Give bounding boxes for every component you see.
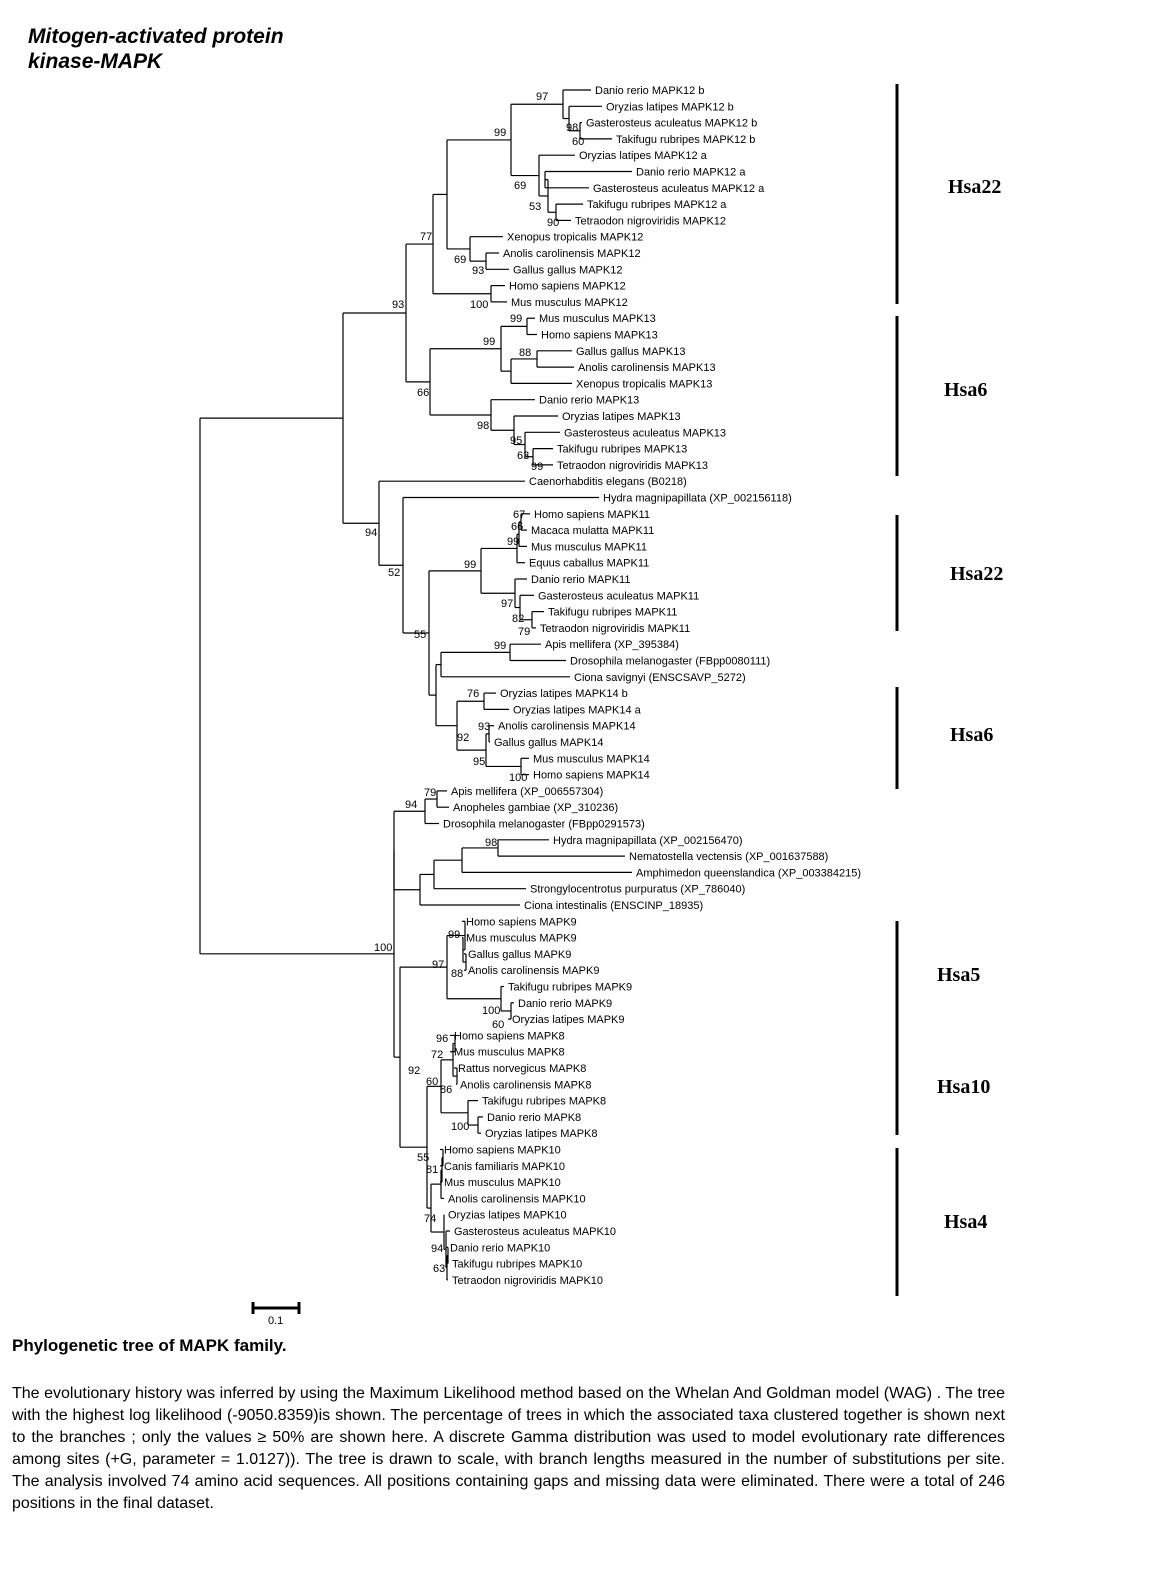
bootstrap-value: 63 (517, 450, 530, 462)
leaf-label: Gasterosteus aculeatus MAPK12 a (593, 182, 765, 195)
scale-bar (253, 1302, 299, 1327)
bootstrap-value: 66 (511, 521, 524, 533)
leaf-label: Gasterosteus aculeatus MAPK10 (454, 1226, 617, 1238)
bootstrap-value: 88 (519, 347, 532, 359)
bootstrap-value: 96 (436, 1033, 449, 1045)
leaf-label: Equus caballus MAPK11 (529, 557, 650, 570)
leaf-label: Danio rerio MAPK8 (487, 1111, 582, 1124)
leaf-label: Anolis carolinensis MAPK12 (503, 248, 641, 260)
bootstrap-value: 100 (482, 1005, 501, 1017)
bootstrap-value: 98 (477, 420, 490, 432)
leaf-label: Danio rerio MAPK9 (518, 997, 613, 1010)
leaf-label: Anolis carolinensis MAPK8 (460, 1079, 592, 1092)
leaf-label: Apis mellifera (XP_006557304) (451, 785, 604, 798)
bootstrap-value: 66 (417, 387, 430, 399)
leaf-label: Apis mellifera (XP_395384) (545, 639, 679, 652)
leaf-label: Oryzias latipes MAPK12 b (606, 101, 734, 114)
bootstrap-value: 97 (432, 959, 445, 971)
leaf-label: Homo sapiens MAPK13 (541, 329, 658, 342)
bootstrap-value: 79 (424, 787, 437, 799)
group-label: Hsa5 (937, 964, 981, 986)
scale-bar-label: 0.1 (268, 1315, 284, 1327)
bootstrap-value: 69 (514, 180, 527, 192)
bootstrap-value: 60 (572, 136, 585, 148)
leaf-label: Anopheles gambiae (XP_310236) (453, 802, 619, 815)
leaf-label: Homo sapiens MAPK14 (533, 769, 650, 782)
bootstrap-value: 100 (451, 1121, 470, 1133)
bootstrap-value: 72 (431, 1049, 444, 1061)
leaf-label: Tetraodon nigroviridis MAPK13 (557, 459, 709, 472)
group-label: Hsa22 (948, 176, 1002, 198)
leaf-label: Mus musculus MAPK12 (511, 296, 628, 309)
leaf-label: Mus musculus MAPK8 (454, 1046, 565, 1059)
leaf-label: Homo sapiens MAPK8 (454, 1030, 565, 1043)
leaf-label: Takifugu rubripes MAPK8 (482, 1095, 607, 1108)
bootstrap-value: 79 (518, 626, 531, 638)
bootstrap-value: 93 (478, 721, 491, 733)
leaf-label: Anolis carolinensis MAPK14 (498, 720, 636, 733)
bootstrap-value: 69 (454, 254, 467, 266)
bootstrap-value: 81 (426, 1164, 439, 1176)
leaf-label: Oryzias latipes MAPK14 a (513, 704, 641, 717)
leaf-label: Gasterosteus aculeatus MAPK11 (538, 590, 700, 603)
leaf-label: Strongylocentrotus purpuratus (XP_786040) (530, 883, 746, 896)
leaf-label: Mus musculus MAPK14 (533, 753, 650, 766)
leaf-label: Xenopus tropicalis MAPK13 (576, 378, 713, 391)
leaf-label: Takifugu rubripes MAPK9 (508, 981, 633, 994)
leaf-label: Gallus gallus MAPK12 (513, 264, 623, 277)
bootstrap-value: 94 (365, 527, 378, 539)
bootstrap-value: 82 (512, 613, 525, 625)
figure-title-line1: Mitogen-activated protein (28, 25, 284, 48)
bootstrap-value: 55 (414, 629, 427, 641)
leaf-label: Oryzias latipes MAPK10 (448, 1209, 567, 1222)
bootstrap-value: 92 (408, 1065, 421, 1077)
leaf-label: Oryzias latipes MAPK13 (562, 411, 681, 423)
leaf-label: Danio rerio MAPK10 (450, 1242, 551, 1255)
bootstrap-value: 99 (464, 559, 477, 571)
leaf-label: Homo sapiens MAPK9 (466, 916, 577, 929)
group-label: Hsa22 (950, 563, 1004, 585)
bootstrap-value: 98 (485, 837, 498, 849)
leaf-label: Homo sapiens MAPK11 (534, 508, 650, 521)
bootstrap-value: 55 (417, 1152, 430, 1164)
leaf-label: Macaca mulatta MAPK11 (531, 525, 655, 538)
leaf-label: Canis familiaris MAPK10 (444, 1160, 566, 1173)
bootstrap-value: 99 (507, 536, 520, 548)
group-label: Hsa6 (944, 379, 988, 401)
bootstrap-value: 95 (510, 435, 523, 447)
leaf-label: Hydra magnipapillata (XP_002156118) (603, 492, 792, 505)
leaf-label: Oryzias latipes MAPK14 b (500, 688, 628, 701)
leaf-label: Takifugu rubripes MAPK11 (548, 606, 678, 619)
leaf-label: Anolis carolinensis MAPK9 (468, 965, 600, 978)
group-label: Hsa4 (944, 1211, 988, 1233)
bootstrap-value: 100 (509, 772, 528, 784)
leaf-label: Takifugu rubripes MAPK13 (557, 443, 688, 456)
bootstrap-value: 77 (420, 231, 433, 243)
bootstrap-value: 53 (529, 201, 542, 213)
leaf-label: Xenopus tropicalis MAPK12 (507, 231, 644, 244)
bootstrap-value: 99 (494, 127, 507, 139)
leaf-label: Rattus norvegicus MAPK8 (458, 1063, 587, 1075)
leaf-label: Hydra magnipapillata (XP_002156470) (553, 834, 743, 847)
bootstrap-value: 93 (392, 299, 405, 311)
leaf-label: Takifugu rubripes MAPK12 b (616, 133, 756, 146)
bootstrap-value: 60 (426, 1076, 439, 1088)
leaf-label: Danio rerio MAPK13 (539, 394, 640, 407)
leaf-label: Danio rerio MAPK11 (531, 574, 631, 586)
bootstrap-value: 52 (388, 567, 401, 579)
leaf-label: Homo sapiens MAPK12 (509, 280, 626, 293)
leaf-label: Caenorhabditis elegans (B0218) (529, 476, 687, 489)
leaf-label: Takifugu rubripes MAPK10 (452, 1258, 583, 1271)
leaf-label: Gallus gallus MAPK13 (576, 345, 686, 358)
leaf-label: Mus musculus MAPK9 (466, 932, 577, 945)
leaf-label: Oryzias latipes MAPK9 (512, 1014, 625, 1027)
bootstrap-value: 99 (448, 929, 461, 941)
bootstrap-value: 74 (424, 1213, 437, 1225)
leaf-label: Oryzias latipes MAPK12 a (579, 150, 707, 163)
leaf-label: Gasterosteus aculeatus MAPK12 b (586, 117, 758, 130)
leaf-label: Anolis carolinensis MAPK10 (448, 1193, 586, 1206)
bootstrap-value: 99 (483, 336, 496, 348)
chromosome-group-bars (897, 84, 1003, 1296)
leaf-label: Gallus gallus MAPK9 (468, 948, 572, 961)
bootstrap-value: 90 (547, 217, 560, 229)
bootstrap-value: 99 (494, 640, 507, 652)
leaf-label: Drosophila melanogaster (FBpp0080111) (570, 655, 771, 668)
bootstrap-value: 100 (470, 299, 489, 311)
leaf-label: Drosophila melanogaster (FBpp0291573) (443, 818, 645, 831)
leaf-label: Mus musculus MAPK10 (444, 1177, 561, 1190)
figure-title-line2: kinase-MAPK (28, 50, 163, 73)
caption-title: Phylogenetic tree of MAPK family. (12, 1336, 287, 1355)
leaf-label: Mus musculus MAPK11 (531, 541, 647, 554)
group-label: Hsa6 (950, 724, 994, 746)
bootstrap-value: 94 (431, 1243, 444, 1255)
bootstrap-value: 76 (467, 688, 480, 700)
leaf-label: Nematostella vectensis (XP_001637588) (629, 851, 829, 864)
bootstrap-value: 99 (510, 313, 523, 325)
bootstrap-value: 60 (492, 1019, 505, 1031)
leaf-label: Takifugu rubripes MAPK12 a (587, 199, 727, 212)
leaf-label: Gasterosteus aculeatus MAPK13 (564, 427, 727, 440)
leaf-label: Mus musculus MAPK13 (539, 313, 656, 326)
leaf-label: Danio rerio MAPK12 b (595, 85, 705, 97)
bootstrap-value: 94 (405, 799, 418, 811)
bootstrap-value: 97 (501, 598, 514, 610)
bootstrap-value: 93 (472, 265, 485, 277)
leaf-label: Tetraodon nigroviridis MAPK11 (540, 622, 691, 635)
leaf-label: Gallus gallus MAPK14 (494, 737, 604, 749)
leaf-label: Amphimedon queenslandica (XP_003384215) (636, 867, 862, 880)
bootstrap-value: 100 (374, 942, 393, 954)
leaf-label: Oryzias latipes MAPK8 (485, 1128, 598, 1141)
bootstrap-value: 88 (451, 968, 464, 980)
bootstrap-value: 92 (457, 732, 470, 744)
leaf-label: Homo sapiens MAPK10 (444, 1144, 561, 1157)
leaf-label: Anolis carolinensis MAPK13 (578, 362, 716, 375)
leaf-label: Ciona savignyi (ENSCSAVP_5272) (574, 671, 746, 684)
bootstrap-value: 95 (473, 756, 486, 768)
bootstrap-value: 86 (440, 1084, 453, 1096)
leaf-label: Danio rerio MAPK12 a (636, 166, 746, 179)
bootstrap-value: 98 (566, 122, 579, 134)
leaf-label: Tetraodon nigroviridis MAPK12 (575, 215, 727, 228)
leaf-label: Ciona intestinalis (ENSCINP_18935) (524, 900, 704, 912)
caption-text: The evolutionary history was inferred by using the Maximum Likelihood method based on the Whelan And Goldman model (WAG) . The tree with the highest log likelihood (-9050.8359)is shown. The percentage of trees in which the associated taxa clustered together is shown next to the branches ; only the values ≥ 50% are shown here. A discrete Gamma distribution was used to model evolutionary rate differences among sites (+G, parameter = 1.0127)). The tree is drawn to scale, with branch lengths measured in the number of substitutions per site. The analysis involved 74 amino acid sequences. All positions containing gaps and missing data were eliminated. There were a total of 246 positions in the final dataset. (12, 1385, 1005, 1512)
tree-leaf-labels (443, 85, 861, 1287)
leaf-label: Tetraodon nigroviridis MAPK10 (452, 1274, 604, 1287)
group-label: Hsa10 (937, 1076, 991, 1098)
bootstrap-value: 99 (531, 461, 544, 473)
bootstrap-value: 67 (513, 509, 526, 521)
bootstrap-value: 97 (536, 91, 549, 103)
bootstrap-value: 63 (433, 1263, 446, 1275)
